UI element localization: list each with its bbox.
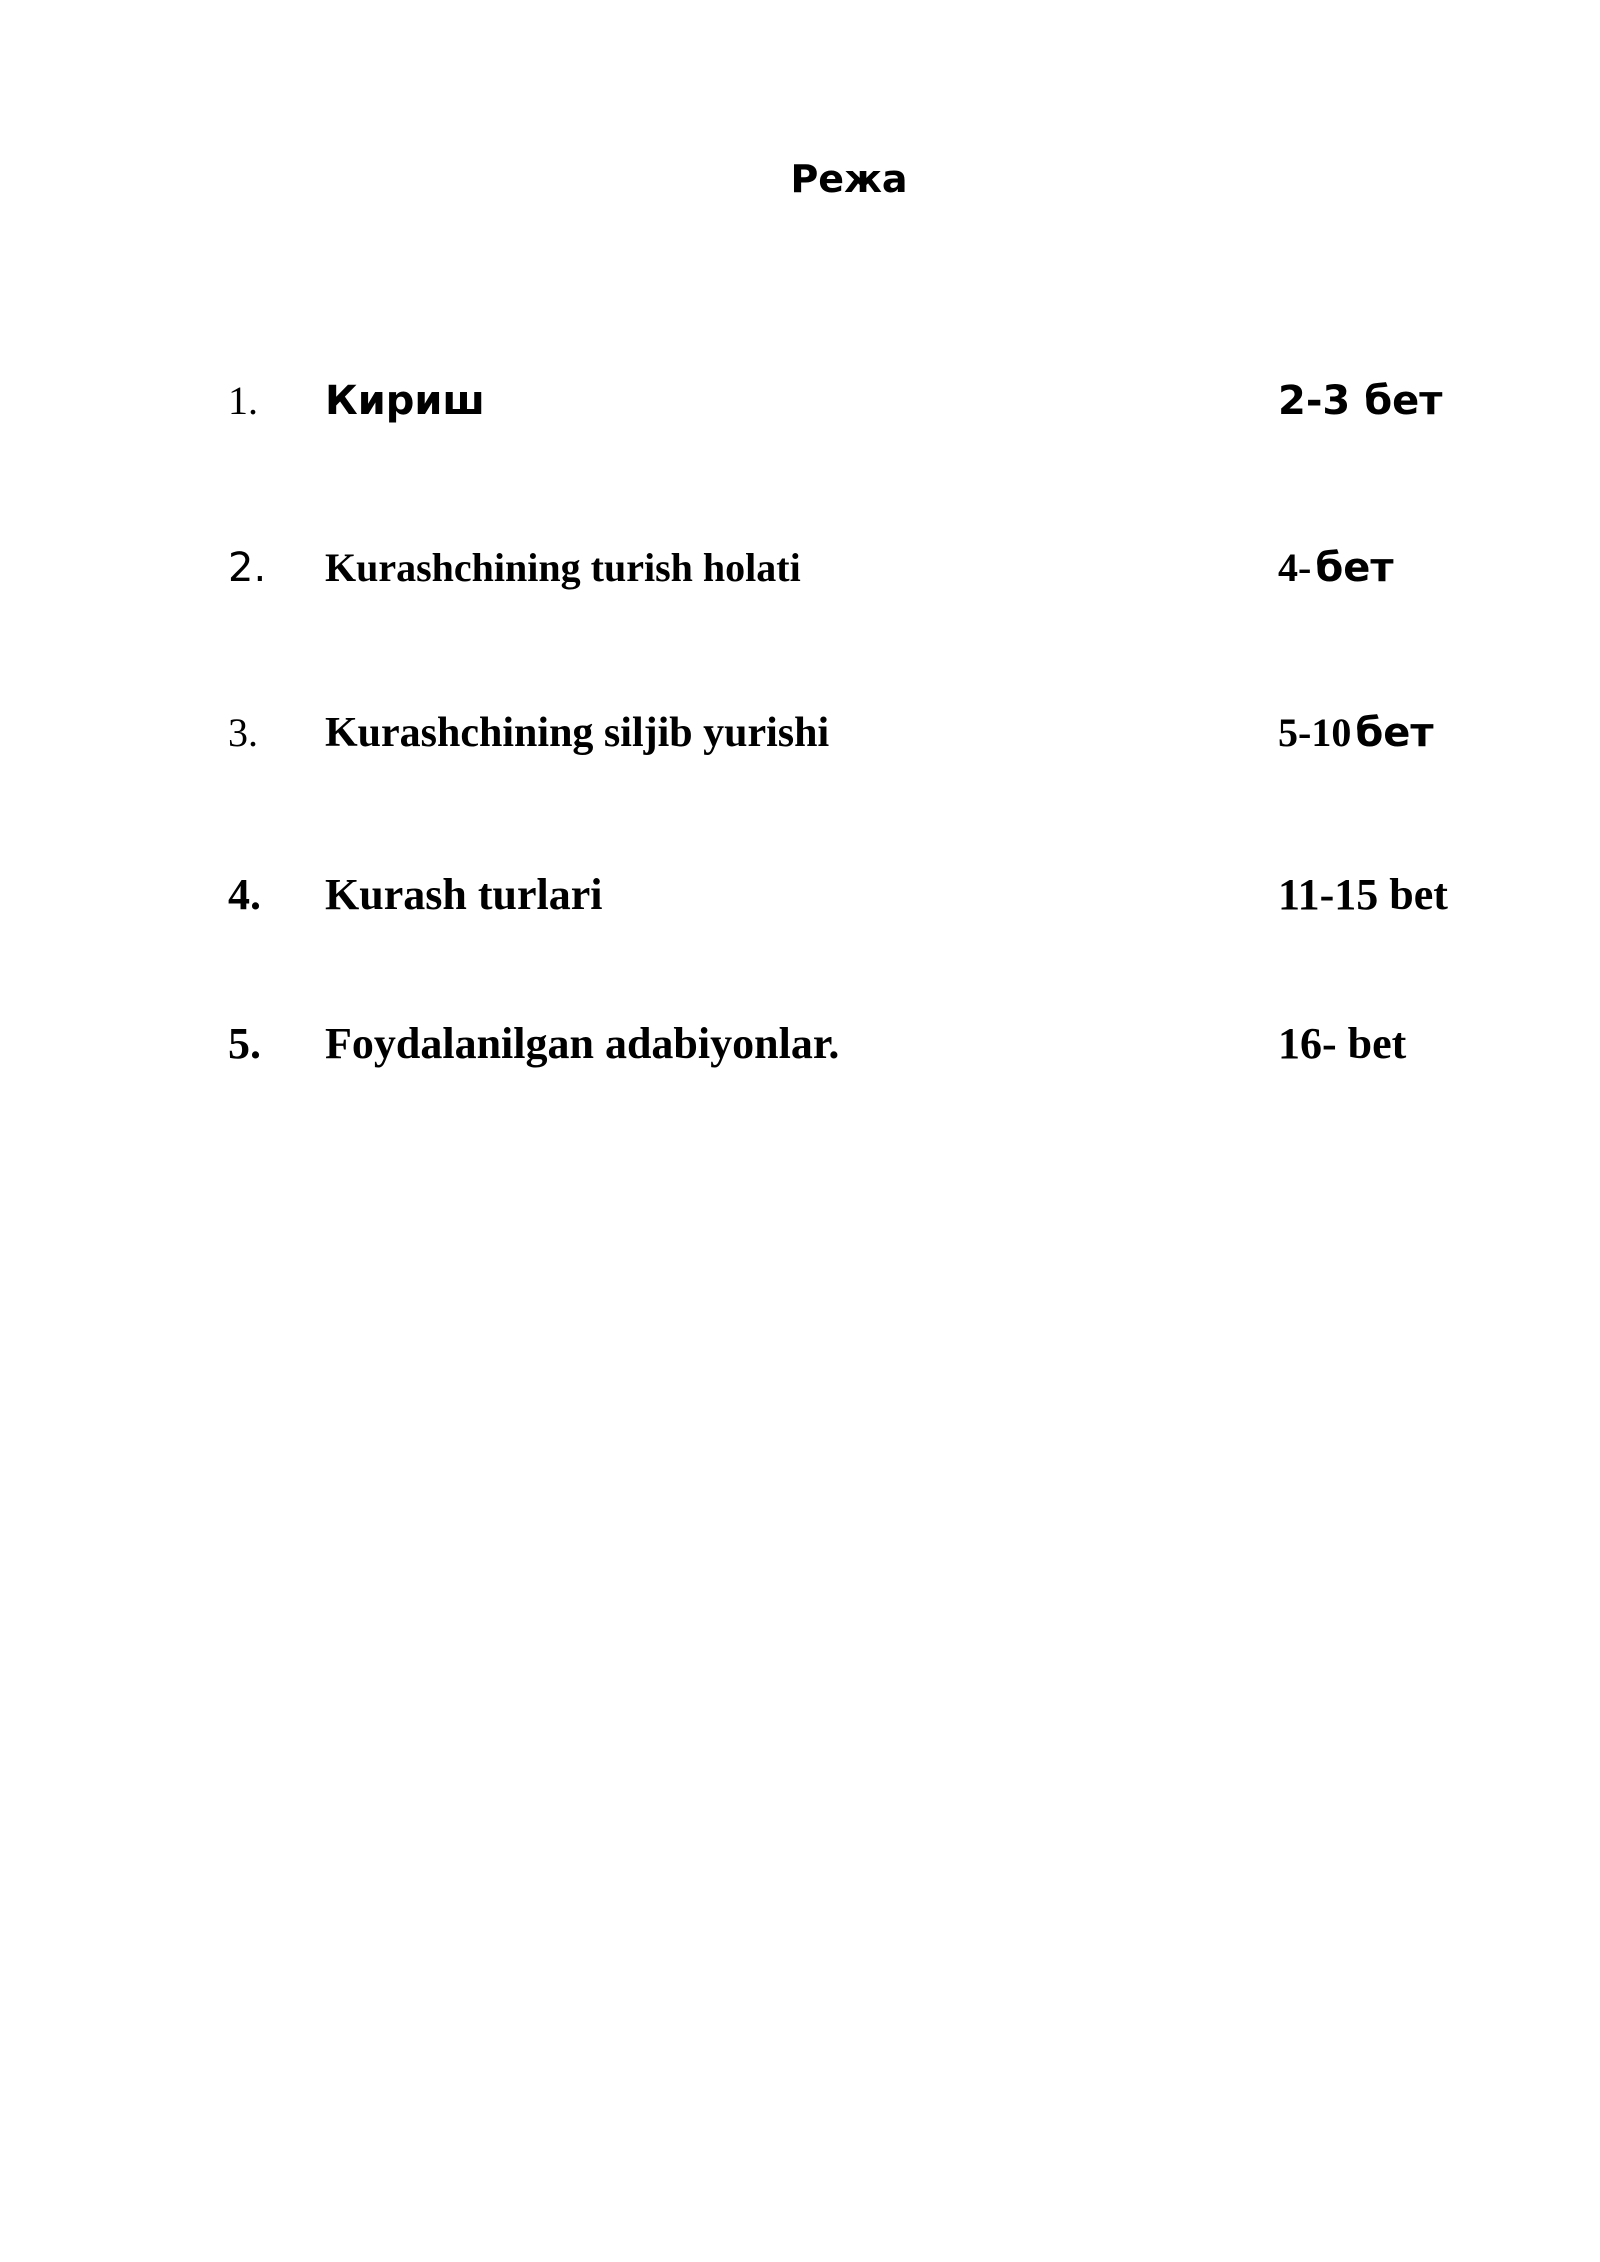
list-item — [0, 373, 1600, 429]
item-number: 1. — [228, 378, 258, 423]
list-item — [0, 540, 1600, 596]
page-title: Режа — [790, 157, 908, 201]
item-label: Kurash turlari — [325, 870, 603, 919]
item-pages — [1278, 540, 1394, 605]
item-pages-unit: бет — [1355, 710, 1434, 756]
item-pages-number: 5-10 — [1278, 710, 1352, 755]
item-label: Foydalanilgan adabiyonlar. — [325, 1019, 840, 1068]
item-number: 3. — [228, 710, 258, 755]
item-pages-unit: бет — [1315, 545, 1394, 591]
item-pages: 11-15 bet — [1278, 870, 1448, 919]
item-pages-number: 4- — [1278, 545, 1312, 590]
item-label: Kurashchining turish holati — [325, 545, 801, 590]
item-number: 2. — [228, 545, 267, 591]
item-pages — [1278, 705, 1434, 770]
item-pages: 16- bet — [1278, 1019, 1407, 1068]
item-label: Kurashchining siljib yurishi — [325, 710, 830, 756]
item-number: 5. — [228, 1019, 261, 1068]
list-item — [0, 1016, 1600, 1072]
list-item — [0, 705, 1600, 761]
item-pages: 2-3 бет — [1278, 378, 1443, 424]
item-number: 4. — [228, 870, 261, 919]
item-label: Кириш — [325, 378, 485, 424]
list-item — [0, 867, 1600, 923]
